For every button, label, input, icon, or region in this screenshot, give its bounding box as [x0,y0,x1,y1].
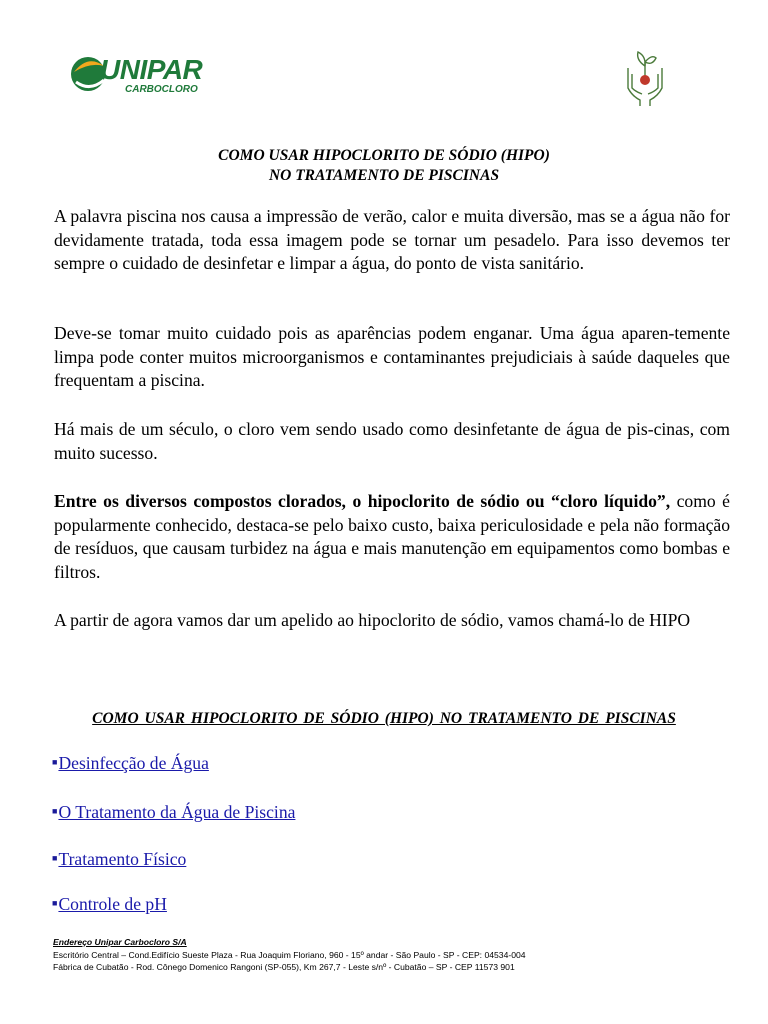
toc-heading: COMO USAR HIPOCLORITO DE SÓDIO (HIPO) NO TRATAMENTO DE PISCINAS [92,710,676,727]
page-title-line-2: NO TRATAMENTO DE PISCINAS [268,167,500,184]
page-title-line-1: COMO USAR HIPOCLORITO DE SÓDIO (HIPO) [218,147,550,164]
bullet-icon: ■ [52,806,58,816]
paragraph-sodium-hypochlorite [54,490,730,584]
footer-address [53,936,733,974]
logo-wordmark: UNIPAR [100,54,203,85]
toc-item [52,800,295,823]
logo-subtext: CARBOCLORO [125,84,198,95]
toc-link-controle-ph[interactable]: Controle de pH [58,894,167,914]
paragraph-chlorine-history: Há mais de um século, o cloro vem sendo usado como desinfetante de água de pis-cinas, com muito sucesso. [54,419,730,463]
bullet-icon: ■ [52,898,58,908]
unipar-logo [70,50,220,100]
toc-link-desinfeccao[interactable]: Desinfecção de Água [58,753,209,773]
toc-item [52,892,167,915]
toc-item [52,751,209,774]
toc-link-tratamento-agua[interactable]: O Tratamento da Água de Piscina [58,802,296,822]
toc-link-tratamento-fisico[interactable]: Tratamento Físico [58,849,187,869]
paragraph-lead-bold: Entre os diversos compostos clorados, o hipoclorito de sódio ou “cloro líquido”, [54,491,671,511]
footer-title: Endereço Unipar Carbocloro S/A [53,937,187,947]
paragraph-appearances: Deve-se tomar muito cuidado pois as aparências podem enganar. Uma água aparen-temente limpa pode conter muitos microorganismos e contaminantes prejudiciais à saúde daqueles que frequentam a piscina. [54,323,730,390]
bullet-icon: ■ [52,757,58,767]
footer-line-factory: Fábrica de Cubatão - Rod. Cônego Domenico Rangoni (SP-055), Km 267,7 - Leste s/nº - Cubatão – SP - CEP 11573 901 [53,962,515,972]
footer-line-central: Escritório Central – Cond.Edifício Sueste Plaza - Rua Joaquim Floriano, 960 - 15º andar - São Paulo - SP - CEP: 04534-004 [53,949,526,960]
paragraph-rest: como é popularmente conhecido, destaca-se pelo baixo custo, baixa periculosidade e pela não formação de resíduos, que causam turbidez na água e mais manutenção em equipamentos como bombas e filtros. [54,491,730,582]
paragraph-intro: A palavra piscina nos causa a impressão de verão, calor e muita diversão, mas se a água não for devidamente tratada, toda essa imagem pode se tornar um pesadelo. Para isso devemos ter sempre o cuidado de desinfetar e limpar a água, do ponto de vista sanitário. [54,206,730,273]
paragraph-hipo-nickname: A partir de agora vamos dar um apelido ao hipoclorito de sódio, vamos chamá-lo de HIPO [54,610,691,630]
bullet-icon: ■ [52,853,58,863]
toc-item [52,847,186,870]
hands-holding-plant-icon [620,44,670,108]
